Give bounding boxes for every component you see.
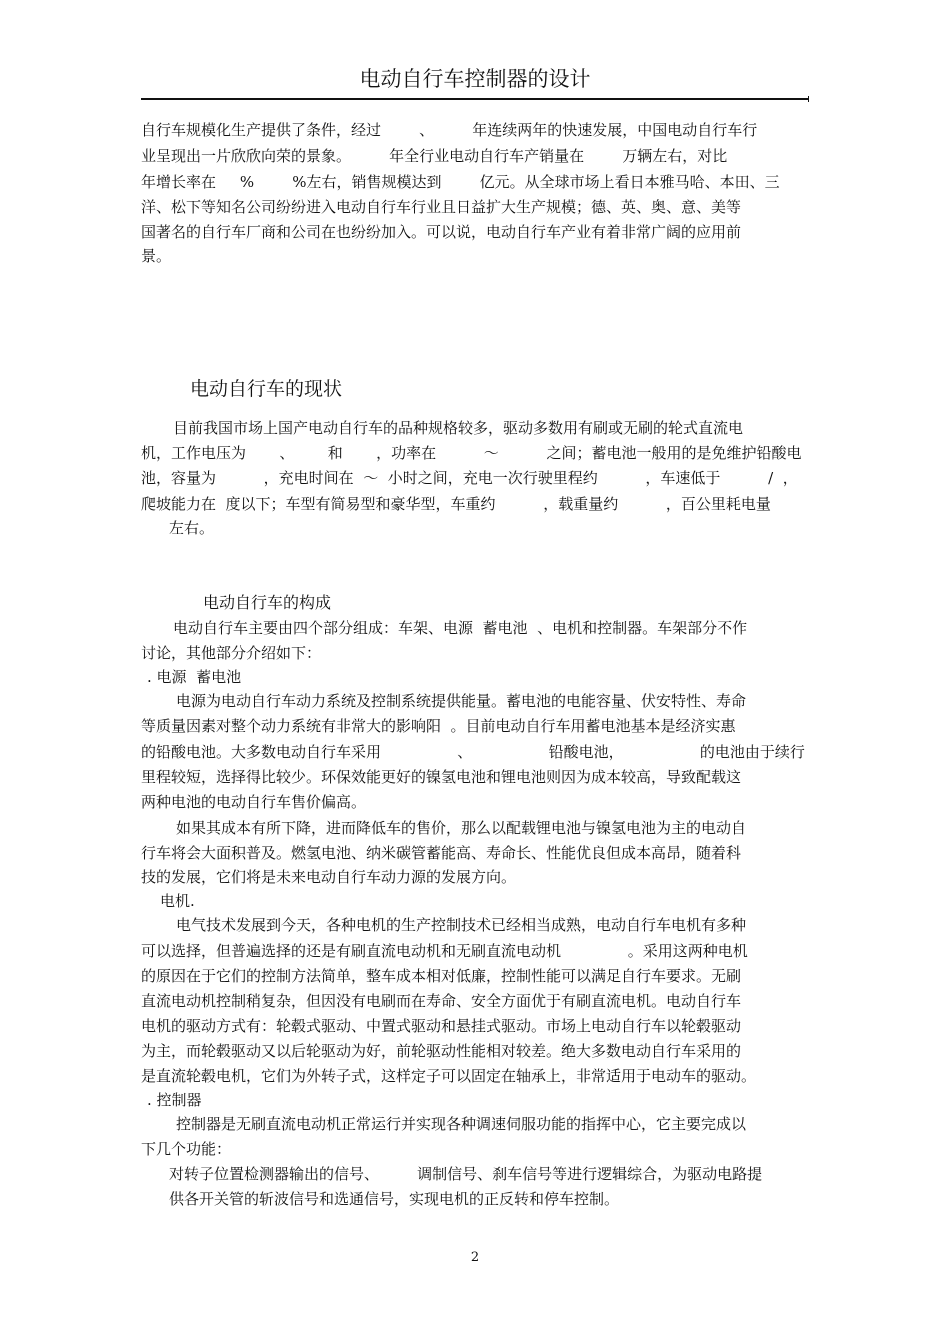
- battery-line-8: 技的发展，它们将是未来电动自行车动力源的发展方向。: [141, 868, 517, 886]
- intro-line-3: 年增长率在 % %左右，销售规模达到 亿元。从全球市场上看日本雅马哈、本田、三: [141, 173, 780, 191]
- intro-line-1: 自行车规模化生产提供了条件，经过 、 年连续两年的快速发展，中国电动自行车行: [141, 121, 758, 139]
- battery-line-3: 的铅酸电池。大多数电动自行车采用 、 铅酸电池， 的电池由于续行: [141, 743, 805, 761]
- intro-line-6: 景。: [141, 247, 172, 265]
- intro-line-2: 业呈现出一片欣欣向荣的景象。 年全行业电动自行车产销量在 万辆左右，对比: [141, 147, 728, 165]
- motor-line-7: 是直流轮毂电机，它们为外转子式，这样定子可以固定在轴承上，非常适用于电动车的驱动。: [141, 1067, 757, 1085]
- status-line-1: 目前我国市场上国产电动自行车的品种规格较多，驱动多数用有刷或无刷的轮式直流电: [173, 419, 744, 437]
- intro-line-5: 国著名的自行车厂商和公司在也纷纷加入。可以说，电动自行车产业有着非常广阔的应用前: [141, 223, 742, 241]
- status-line-3: 池，容量为 ，充电时间在 ～ 小时之间，充电一次行驶里程约 ，车速低于 / ，: [141, 469, 798, 487]
- battery-line-5: 两种电池的电动自行车售价偏高。: [141, 793, 367, 811]
- page-header-title: 电动自行车控制器的设计: [359, 67, 591, 91]
- motor-title: 电机.: [160, 892, 195, 910]
- motor-line-3: 的原因在于它们的控制方法简单，整车成本相对低廉，控制性能可以满足自行车要求。无刷: [141, 967, 742, 985]
- heading-composition: 电动自行车的构成: [203, 593, 332, 612]
- controller-line-4: 供各开关管的斩波信号和选通信号，实现电机的正反转和停车控制。: [169, 1190, 620, 1208]
- motor-line-6: 为主，而轮毂驱动又以后轮驱动为好，前轮驱动性能相对较差。绝大多数电动自行车采用的: [141, 1042, 742, 1060]
- controller-title: . 控制器: [147, 1091, 202, 1109]
- header-rule: [141, 98, 809, 100]
- status-line-4: 爬坡能力在 度以下；车型有简易型和豪华型，车重约 ，载重量约 ，百公里耗电量: [141, 495, 771, 513]
- motor-line-4: 直流电动机控制稍复杂，但因没有电刷而在寿命、安全方面优于有刷直流电机。电动自行车: [141, 992, 742, 1010]
- page-number: 2: [470, 1250, 480, 1265]
- controller-line-2: 下几个功能：: [141, 1140, 232, 1158]
- motor-line-5: 电机的驱动方式有：轮毂式驱动、中置式驱动和悬挂式驱动。市场上电动自行车以轮毂驱动: [141, 1017, 742, 1035]
- intro-line-4: 洋、松下等知名公司纷纷进入电动自行车行业且日益扩大生产规模；德、英、奥、意、美等: [141, 198, 742, 216]
- battery-line-6: 如果其成本有所下降，进而降低车的售价，那么以配载锂电池与镍氢电池为主的电动自: [176, 819, 747, 837]
- heading-status: 电动自行车的现状: [190, 378, 343, 400]
- battery-line-2: 等质量因素对整个动力系统有非常大的影响阳 。目前电动自行车用蓄电池基本是经济实惠: [141, 717, 736, 735]
- battery-line-7: 行车将会大面积普及。燃氢电池、纳米碳管蓄能高、寿命长、性能优良但成本高昂，随着科: [141, 844, 742, 862]
- status-line-5: 左右。: [169, 519, 215, 537]
- composition-intro-line-2: 讨论，其他部分介绍如下：: [141, 644, 322, 662]
- battery-line-4: 里程较短，选择得比较少。环保效能更好的镍氢电池和锂电池则因为成本较高，导致配载这: [141, 768, 742, 786]
- status-line-2: 机，工作电压为 、 和 ，功率在 ～ 之间；蓄电池一般用的是免维护铅酸电: [141, 444, 802, 462]
- motor-line-2: 可以选择，但普遍选择的还是有刷直流电动机和无刷直流电动机 。采用这两种电机: [141, 942, 748, 960]
- composition-intro-line-1: 电动自行车主要由四个部分组成：车架、电源 蓄电池 、电机和控制器。车架部分不作: [173, 619, 748, 637]
- header-rule-tick: [808, 96, 809, 102]
- motor-line-1: 电气技术发展到今天，各种电机的生产控制技术已经相当成熟，电动自行车电机有多种: [176, 916, 747, 934]
- battery-title: . 电源 蓄电池: [147, 668, 242, 686]
- controller-line-3: 对转子位置检测器输出的信号、 调制信号、刹车信号等进行逻辑综合，为驱动电路提: [169, 1165, 763, 1183]
- controller-line-1: 控制器是无刷直流电动机正常运行并实现各种调速伺服功能的指挥中心，它主要完成以: [176, 1115, 747, 1133]
- battery-line-1: 电源为电动自行车动力系统及控制系统提供能量。蓄电池的电能容量、伏安特性、寿命: [176, 692, 747, 710]
